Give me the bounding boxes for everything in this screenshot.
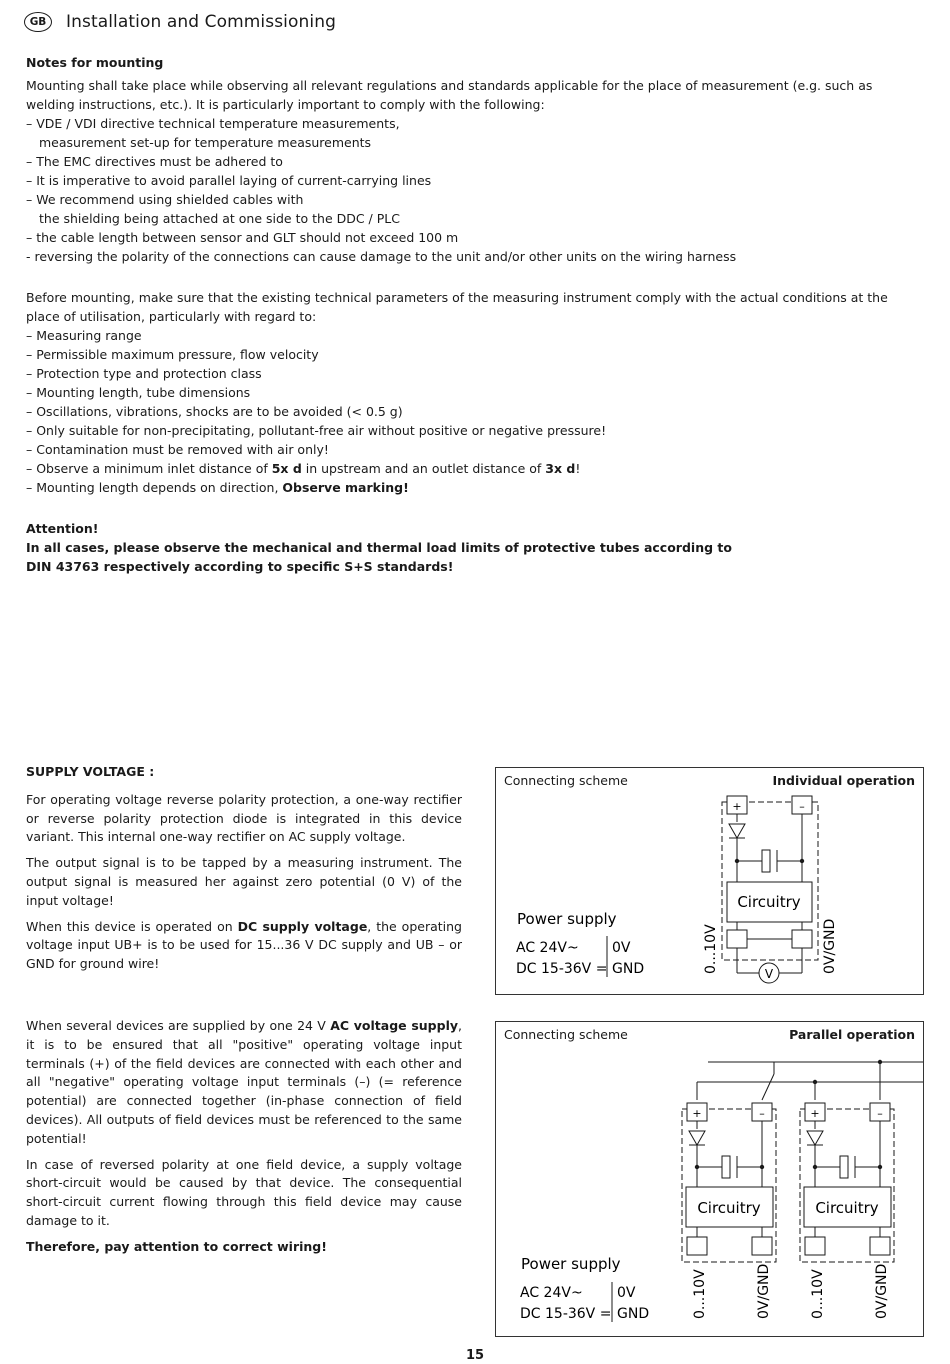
parallel-scheme-svg (496, 1022, 923, 1336)
plus-terminal: + (692, 1107, 702, 1120)
list-item: – Oscillations, vibrations, shocks are to be avoided (< 0.5 g) (26, 404, 403, 419)
supply-paragraph (26, 918, 462, 974)
attention-section (26, 519, 746, 576)
list-item: measurement set-up for temperature measurements (39, 135, 372, 150)
list-item: the shielding being attached at one side to the DDC / PLC (39, 211, 400, 226)
mounting-intro: Mounting shall take place while observing all relevant regulations and standards applicable for the place of measurement (e.g. such as welding instructions, etc.). It is particularly important to comply with the following: (26, 78, 873, 112)
individual-scheme-svg (496, 768, 923, 994)
inlet-distance: 5x d (271, 461, 302, 476)
scheme-mode: Parallel operation (789, 1027, 915, 1042)
list-item: – Only suitable for non-precipitating, pollutant-free air without positive or negative pressure! (26, 423, 607, 438)
supply-text: When this device is operated on (26, 918, 238, 934)
output-signal-label: 0...10V (692, 1269, 708, 1319)
minus-terminal: – (759, 1107, 765, 1120)
inlet-text-mid: in upstream and an outlet distance of (301, 461, 546, 476)
language-badge: GB (24, 12, 52, 32)
list-item: – Protection type and protection class (26, 366, 262, 381)
minus-terminal: – (877, 1107, 883, 1120)
gnd-label: GND (612, 961, 645, 977)
scheme-title: Connecting scheme (504, 773, 628, 788)
supply-text: , the operating voltage input UB+ is to be used for 15...36 V DC supply and UB – or GND for ground wire! (26, 918, 462, 972)
zero-volt-label: 0V (612, 940, 631, 956)
parallel-supply-section (26, 1017, 462, 1264)
ac-voltage-supply: AC voltage supply (330, 1018, 459, 1033)
gnd-label: GND (617, 1306, 650, 1322)
list-item: – The EMC directives must be adhered to (26, 154, 283, 169)
mounting-heading: Notes for mounting (26, 55, 164, 70)
supply-heading: SUPPLY VOLTAGE : (26, 764, 155, 779)
before-mounting-section (26, 288, 916, 497)
before-intro: Before mounting, make sure that the existing technical parameters of the measuring instrument comply with the actual conditions at the place of utilisation, particularly with regard to: (26, 290, 888, 324)
page-number: 15 (465, 1348, 485, 1363)
list-item: – Permissible maximum pressure, flow velocity (26, 347, 319, 362)
list-item (26, 459, 916, 478)
page-header (24, 12, 336, 32)
mounting-length-text: – Mounting length depends on direction, (26, 480, 283, 495)
plus-terminal: + (732, 800, 742, 813)
parallel-text: When several devices are supplied by one 24 V (26, 1018, 331, 1033)
list-item (26, 478, 916, 497)
voltmeter-label: V (764, 967, 774, 981)
parallel-paragraph: In case of reversed polarity at one field device, a supply voltage short-circuit would be caused by that device. The consequential short-circuit current flowing through this field device may cause damage to it. (26, 1156, 462, 1228)
output-ground-label: 0V/GND (822, 918, 838, 974)
parallel-text: , it is to be ensured that all "positive" operating voltage input terminals (+) of the field devices are connected with each other and all "negative" operating voltage input terminals (–) (= reference potential) are connected together (in-phase connection of field devices). All outputs of field devices must be referenced to the same potential! (26, 1018, 462, 1146)
list-item: – Contamination must be removed with air only! (26, 442, 329, 457)
output-signal-label: 0...10V (810, 1269, 826, 1319)
mounting-notes-section (26, 53, 916, 266)
parallel-paragraph (26, 1017, 462, 1149)
ac-supply-label: AC 24V~ (520, 1285, 583, 1301)
output-signal-label: 0...10V (703, 924, 719, 974)
list-item: – It is imperative to avoid parallel laying of current-carrying lines (26, 173, 432, 188)
ac-supply-label: AC 24V~ (516, 940, 579, 956)
individual-scheme-diagram (495, 767, 924, 995)
supply-paragraph: The output signal is to be tapped by a measuring instrument. The output signal is measured her against zero potential (0 V) of the input voltage! (26, 855, 462, 908)
parameters-list (26, 326, 916, 497)
circuitry-label: Circuitry (815, 1199, 879, 1217)
power-supply-label: Power supply (517, 910, 617, 928)
list-item: – Mounting length, tube dimensions (26, 385, 251, 400)
page-title: Installation and Commissioning (66, 12, 336, 32)
inlet-text: – Observe a minimum inlet distance of (26, 461, 272, 476)
plus-terminal: + (810, 1107, 820, 1120)
outlet-distance: 3x d (545, 461, 576, 476)
dc-supply-label: DC 15-36V = (516, 961, 608, 977)
power-supply-label: Power supply (521, 1255, 621, 1273)
list-item: – the cable length between sensor and GLT should not exceed 100 m (26, 230, 459, 245)
scheme-title: Connecting scheme (504, 1027, 628, 1042)
output-ground-label: 0V/GND (874, 1263, 890, 1319)
outlet-text: ! (575, 461, 581, 476)
circuitry-label: Circuitry (737, 893, 801, 911)
list-item: – VDE / VDI directive technical temperature measurements, (26, 116, 400, 131)
observe-marking: Observe marking! (282, 480, 409, 495)
attention-title: Attention! (26, 521, 99, 536)
list-item: - reversing the polarity of the connections can cause damage to the unit and/or other units on the wiring harness (26, 249, 737, 264)
circuitry-label: Circuitry (697, 1199, 761, 1217)
attention-text: In all cases, please observe the mechanical and thermal load limits of protective tubes according to DIN 43763 respectively according to specific S+S standards! (26, 540, 732, 574)
output-ground-label: 0V/GND (756, 1263, 772, 1319)
supply-paragraph: For operating voltage reverse polarity protection, a one-way rectifier or reverse polarity protection diode is integrated in this device variant. This internal one-way rectifier on AC supply voltage. (26, 791, 462, 845)
list-item: – Measuring range (26, 328, 142, 343)
parallel-scheme-diagram (495, 1021, 924, 1337)
scheme-mode: Individual operation (772, 773, 915, 788)
mounting-list (26, 114, 916, 266)
dc-supply-voltage: DC supply voltage (237, 918, 368, 934)
dc-supply-label: DC 15-36V = (520, 1306, 612, 1322)
list-item: – We recommend using shielded cables with (26, 192, 304, 207)
wiring-warning: Therefore, pay attention to correct wiring! (26, 1238, 327, 1254)
minus-terminal: – (799, 800, 805, 813)
zero-volt-label: 0V (617, 1285, 636, 1301)
supply-voltage-section (26, 763, 462, 981)
